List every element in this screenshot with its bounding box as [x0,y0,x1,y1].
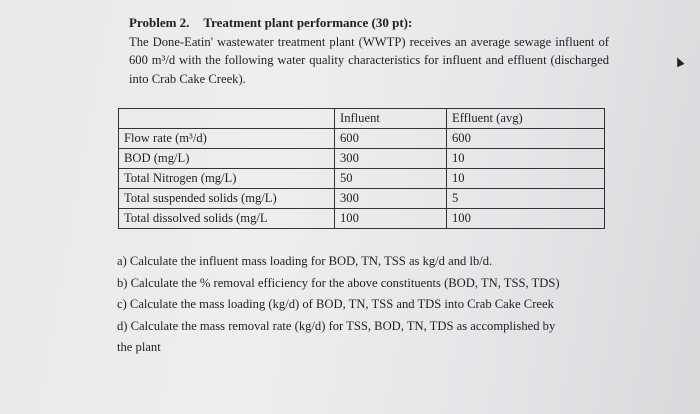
table-cell-effluent: 600 [447,129,605,149]
table-cell-param: Flow rate (m³/d) [119,129,335,149]
water-quality-table [118,108,605,229]
question-item: b) Calculate the % removal efficiency for the above constituents (BOD, TN, TSS, TDS) [117,275,560,290]
table-cell-effluent: 100 [447,209,605,229]
table-cell-influent: 50 [335,169,447,189]
question-item: c) Calculate the mass loading (kg/d) of BOD, TN, TSS and TDS into Crab Cake Creek [117,297,554,311]
mouse-cursor-icon [673,56,684,68]
question-item: a) Calculate the influent mass loading for BOD, TN, TSS as kg/d and lb/d. [117,254,493,268]
problem-heading [129,14,609,33]
table-cell-param: Total dissolved solids (mg/L [119,209,335,229]
table-cell-effluent: 10 [447,149,605,169]
table-cell-influent: 600 [335,129,447,149]
table-row [119,149,605,169]
table-row [119,169,605,189]
table-cell-influent: 100 [335,209,447,229]
table-row [119,129,605,149]
table-cell-effluent: 10 [447,169,605,189]
table-header-cell [119,109,335,129]
table-row [119,209,605,229]
table-cell-param: Total Nitrogen (mg/L) [119,169,335,189]
question-item: the plant [117,340,161,354]
problem-number: Problem 2. [129,15,190,30]
table-header-cell: Effluent (avg) [447,109,605,129]
table-cell-effluent: 5 [447,189,605,209]
table-header-cell: Influent [335,109,447,129]
question-item: d) Calculate the mass removal rate (kg/d) for TSS, BOD, TN, TDS as accomplished by [117,318,556,333]
table-cell-param: BOD (mg/L) [119,149,335,169]
table-header-row [119,109,605,129]
table-row [119,189,605,209]
problem-intro: The Done-Eatin' wastewater treatment plant (WWTP) receives an average sewage influent of 600 m³/d with the following water quality characteristics for influent and effluent (discharged into Crab Cake Creek). [129,34,609,86]
table-cell-influent: 300 [335,149,447,169]
question-list [117,251,617,359]
table-cell-influent: 300 [335,189,447,209]
problem-statement [129,14,609,88]
table-cell-param: Total suspended solids (mg/L) [119,189,335,209]
problem-title: Treatment plant performance (30 pt): [203,15,413,30]
